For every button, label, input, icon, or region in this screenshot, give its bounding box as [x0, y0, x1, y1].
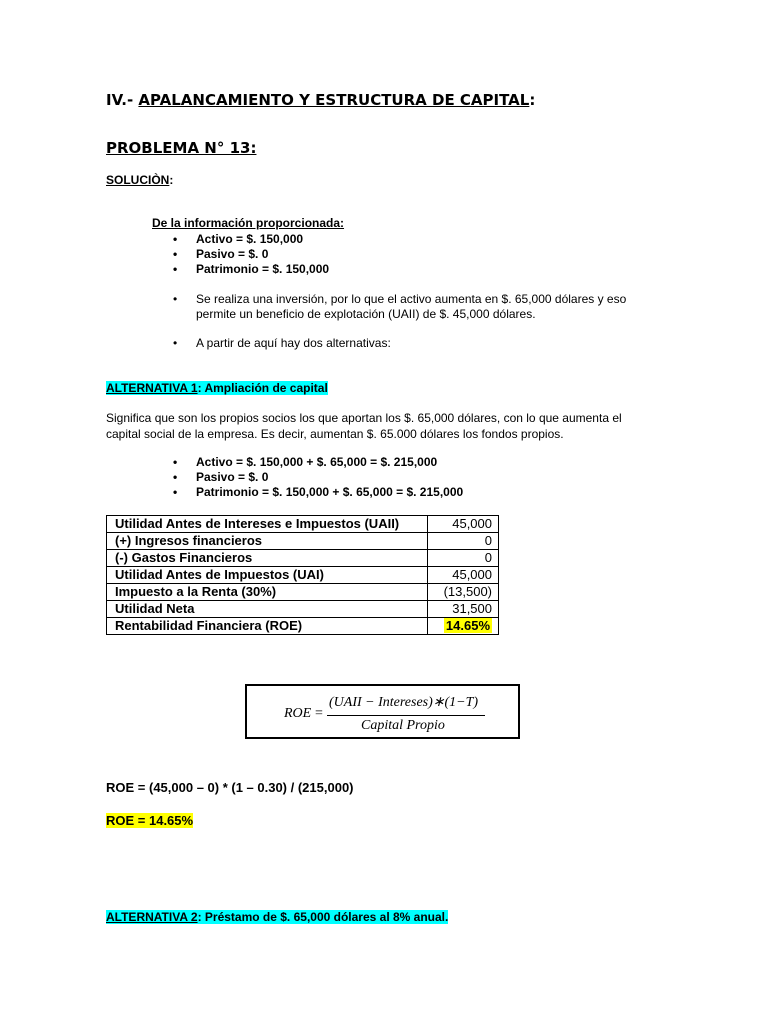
alt1-label: ALTERNATIVA 1 — [106, 381, 198, 395]
row-label: Impuesto a la Renta (30%) — [107, 584, 428, 601]
section-suffix: : — [529, 91, 536, 109]
roe-result — [106, 813, 193, 828]
problem-heading — [106, 139, 256, 157]
alt2-label: ALTERNATIVA 2 — [106, 910, 198, 924]
table-row — [107, 567, 499, 584]
list-item: • A partir de aquí hay dos alternativas: — [152, 336, 391, 351]
row-value: (13,500) — [428, 584, 499, 601]
list-item: • Pasivo = $. 0 — [152, 247, 329, 262]
roe-value: 14.65% — [445, 618, 490, 633]
table-row — [107, 550, 499, 567]
alt2-heading — [106, 910, 448, 924]
formula-denominator: Capital Propio — [361, 718, 445, 733]
info-heading: De la información proporcionada: — [152, 216, 345, 230]
row-value: 45,000 — [428, 516, 499, 533]
row-value: 0 — [428, 550, 499, 567]
solution-text: SOLUCIÒN — [106, 173, 170, 187]
roe-calculation: ROE = (45,000 – 0) * (1 – 0.30) / (215,000) — [106, 780, 354, 795]
alternatives-note-list — [152, 336, 391, 351]
alt1-desc: : Ampliación de capital — [197, 381, 328, 395]
section-prefix: IV.- — [106, 91, 139, 109]
alt1-para-line-2: capital social de la empresa. Es decir, aumentan $. 65.000 dólares los fondos propios. — [106, 427, 564, 441]
list-item: • Pasivo = $. 0 — [152, 470, 463, 485]
roe-formula-box — [245, 684, 520, 739]
investment-line-1: Se realiza una inversión, por lo que el activo aumenta en $. 65,000 dólares y eso — [196, 292, 627, 306]
row-label: Rentabilidad Financiera (ROE) — [107, 618, 428, 635]
row-label: (-) Gastos Financieros — [107, 550, 428, 567]
alt2-desc: : Préstamo de $. 65,000 dólares al 8% anual. — [197, 910, 449, 924]
list-item: • Activo = $. 150,000 + $. 65,000 = $. 215,000 — [152, 455, 463, 470]
row-label: (+) Ingresos financieros — [107, 533, 428, 550]
roe-result-text: ROE = 14.65% — [106, 813, 194, 828]
formula-equals: = — [315, 706, 323, 721]
roe-value-cell — [428, 618, 499, 635]
alt1-para-line-1: Significa que son los propios socios los que aportan los $. 65,000 dólares, con lo que aumenta el — [106, 411, 622, 425]
row-value: 0 — [428, 533, 499, 550]
table-row — [107, 618, 499, 635]
section-heading — [106, 91, 535, 109]
alt1-paragraph — [106, 410, 622, 442]
problem-suffix: : — [250, 139, 257, 157]
problem-title: PROBLEMA N° 13 — [106, 139, 251, 157]
solution-label — [106, 173, 173, 187]
row-value: 45,000 — [428, 567, 499, 584]
table-row — [107, 516, 499, 533]
alt1-items-list — [152, 455, 463, 500]
list-item: • Activo = $. 150,000 — [152, 232, 329, 247]
investment-list — [152, 292, 626, 322]
table-row — [107, 533, 499, 550]
solution-colon: : — [169, 173, 174, 187]
list-item — [152, 292, 626, 322]
investment-line-2: permite un beneficio de explotación (UAII) de $. 45,000 dólares. — [196, 307, 536, 321]
formula-numerator: (UAII − Intereses)∗(1−T) — [329, 695, 479, 710]
table-row — [107, 601, 499, 618]
list-item: • Patrimonio = $. 150,000 — [152, 262, 329, 277]
formula-lhs: ROE — [284, 706, 312, 721]
alt1-heading — [106, 381, 328, 395]
row-label: Utilidad Antes de Intereses e Impuestos (UAII) — [107, 516, 428, 533]
initial-items-list — [152, 232, 329, 277]
table-row — [107, 584, 499, 601]
row-label: Utilidad Neta — [107, 601, 428, 618]
list-item: • Patrimonio = $. 150,000 + $. 65,000 = $. 215,000 — [152, 485, 463, 500]
fraction-bar — [327, 715, 485, 716]
section-title: APALANCAMIENTO Y ESTRUCTURA DE CAPITAL — [138, 91, 530, 109]
row-label: Utilidad Antes de Impuestos (UAI) — [107, 567, 428, 584]
row-value: 31,500 — [428, 601, 499, 618]
income-statement-table — [106, 515, 499, 635]
